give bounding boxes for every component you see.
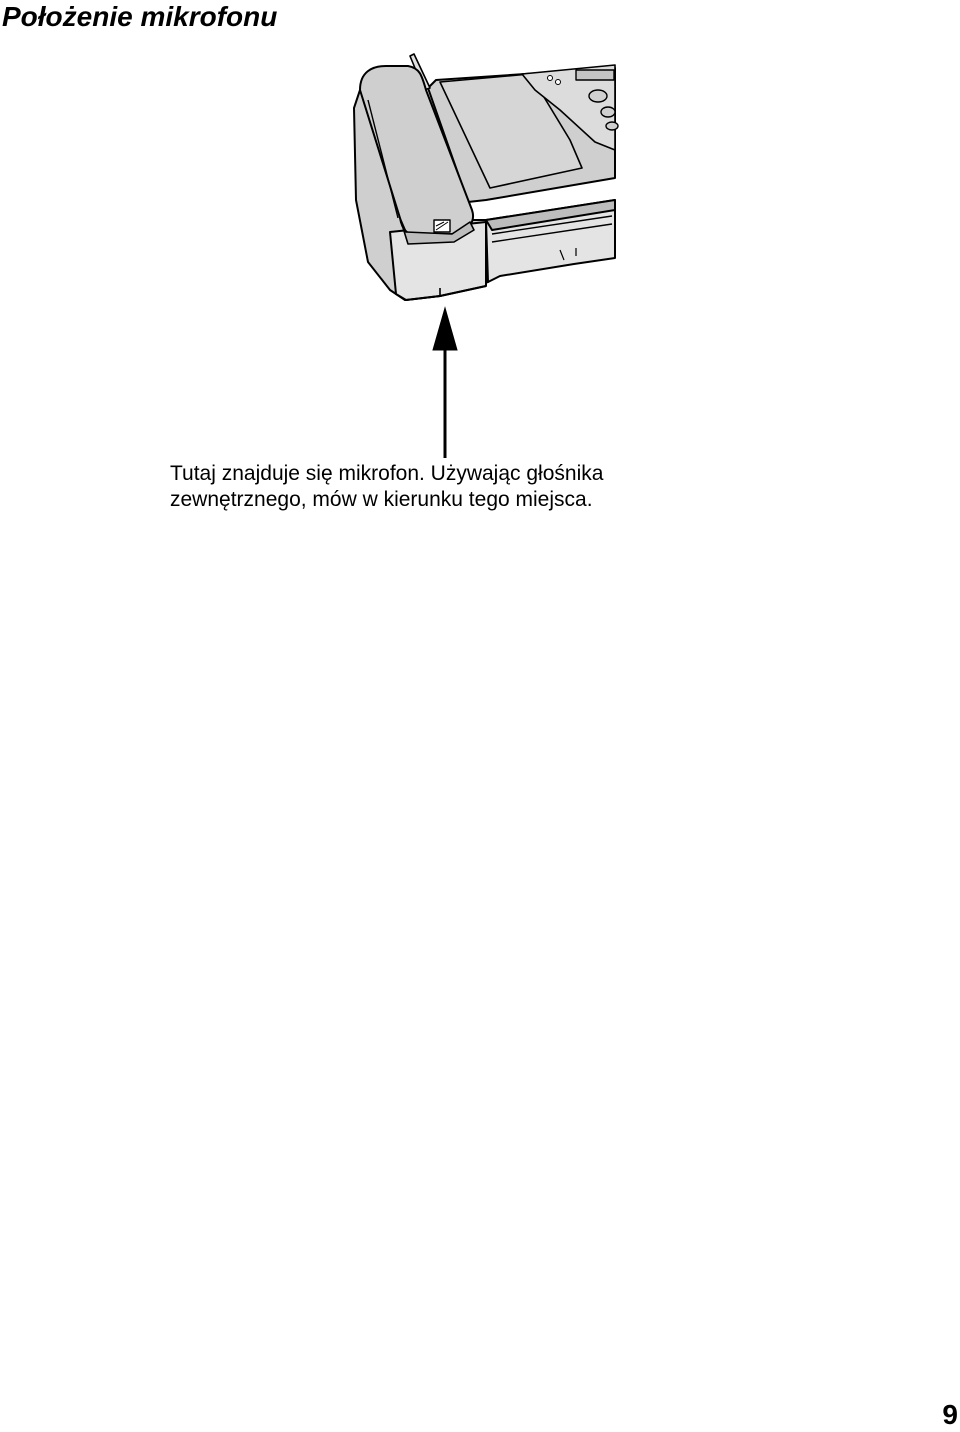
fax-body	[354, 54, 618, 300]
page-title: Położenie mikrofonu	[2, 1, 278, 32]
arrow-up-icon	[433, 308, 457, 458]
figure-caption	[170, 461, 770, 513]
caption-line-1: Tutaj znajduje się mikrofon. Używając głośnika	[170, 462, 604, 485]
caption-line-2: zewnętrznego, mów w kierunku tego miejsca.	[170, 488, 593, 511]
fax-machine-illustration	[350, 50, 620, 460]
page-number: 9	[942, 1399, 958, 1430]
